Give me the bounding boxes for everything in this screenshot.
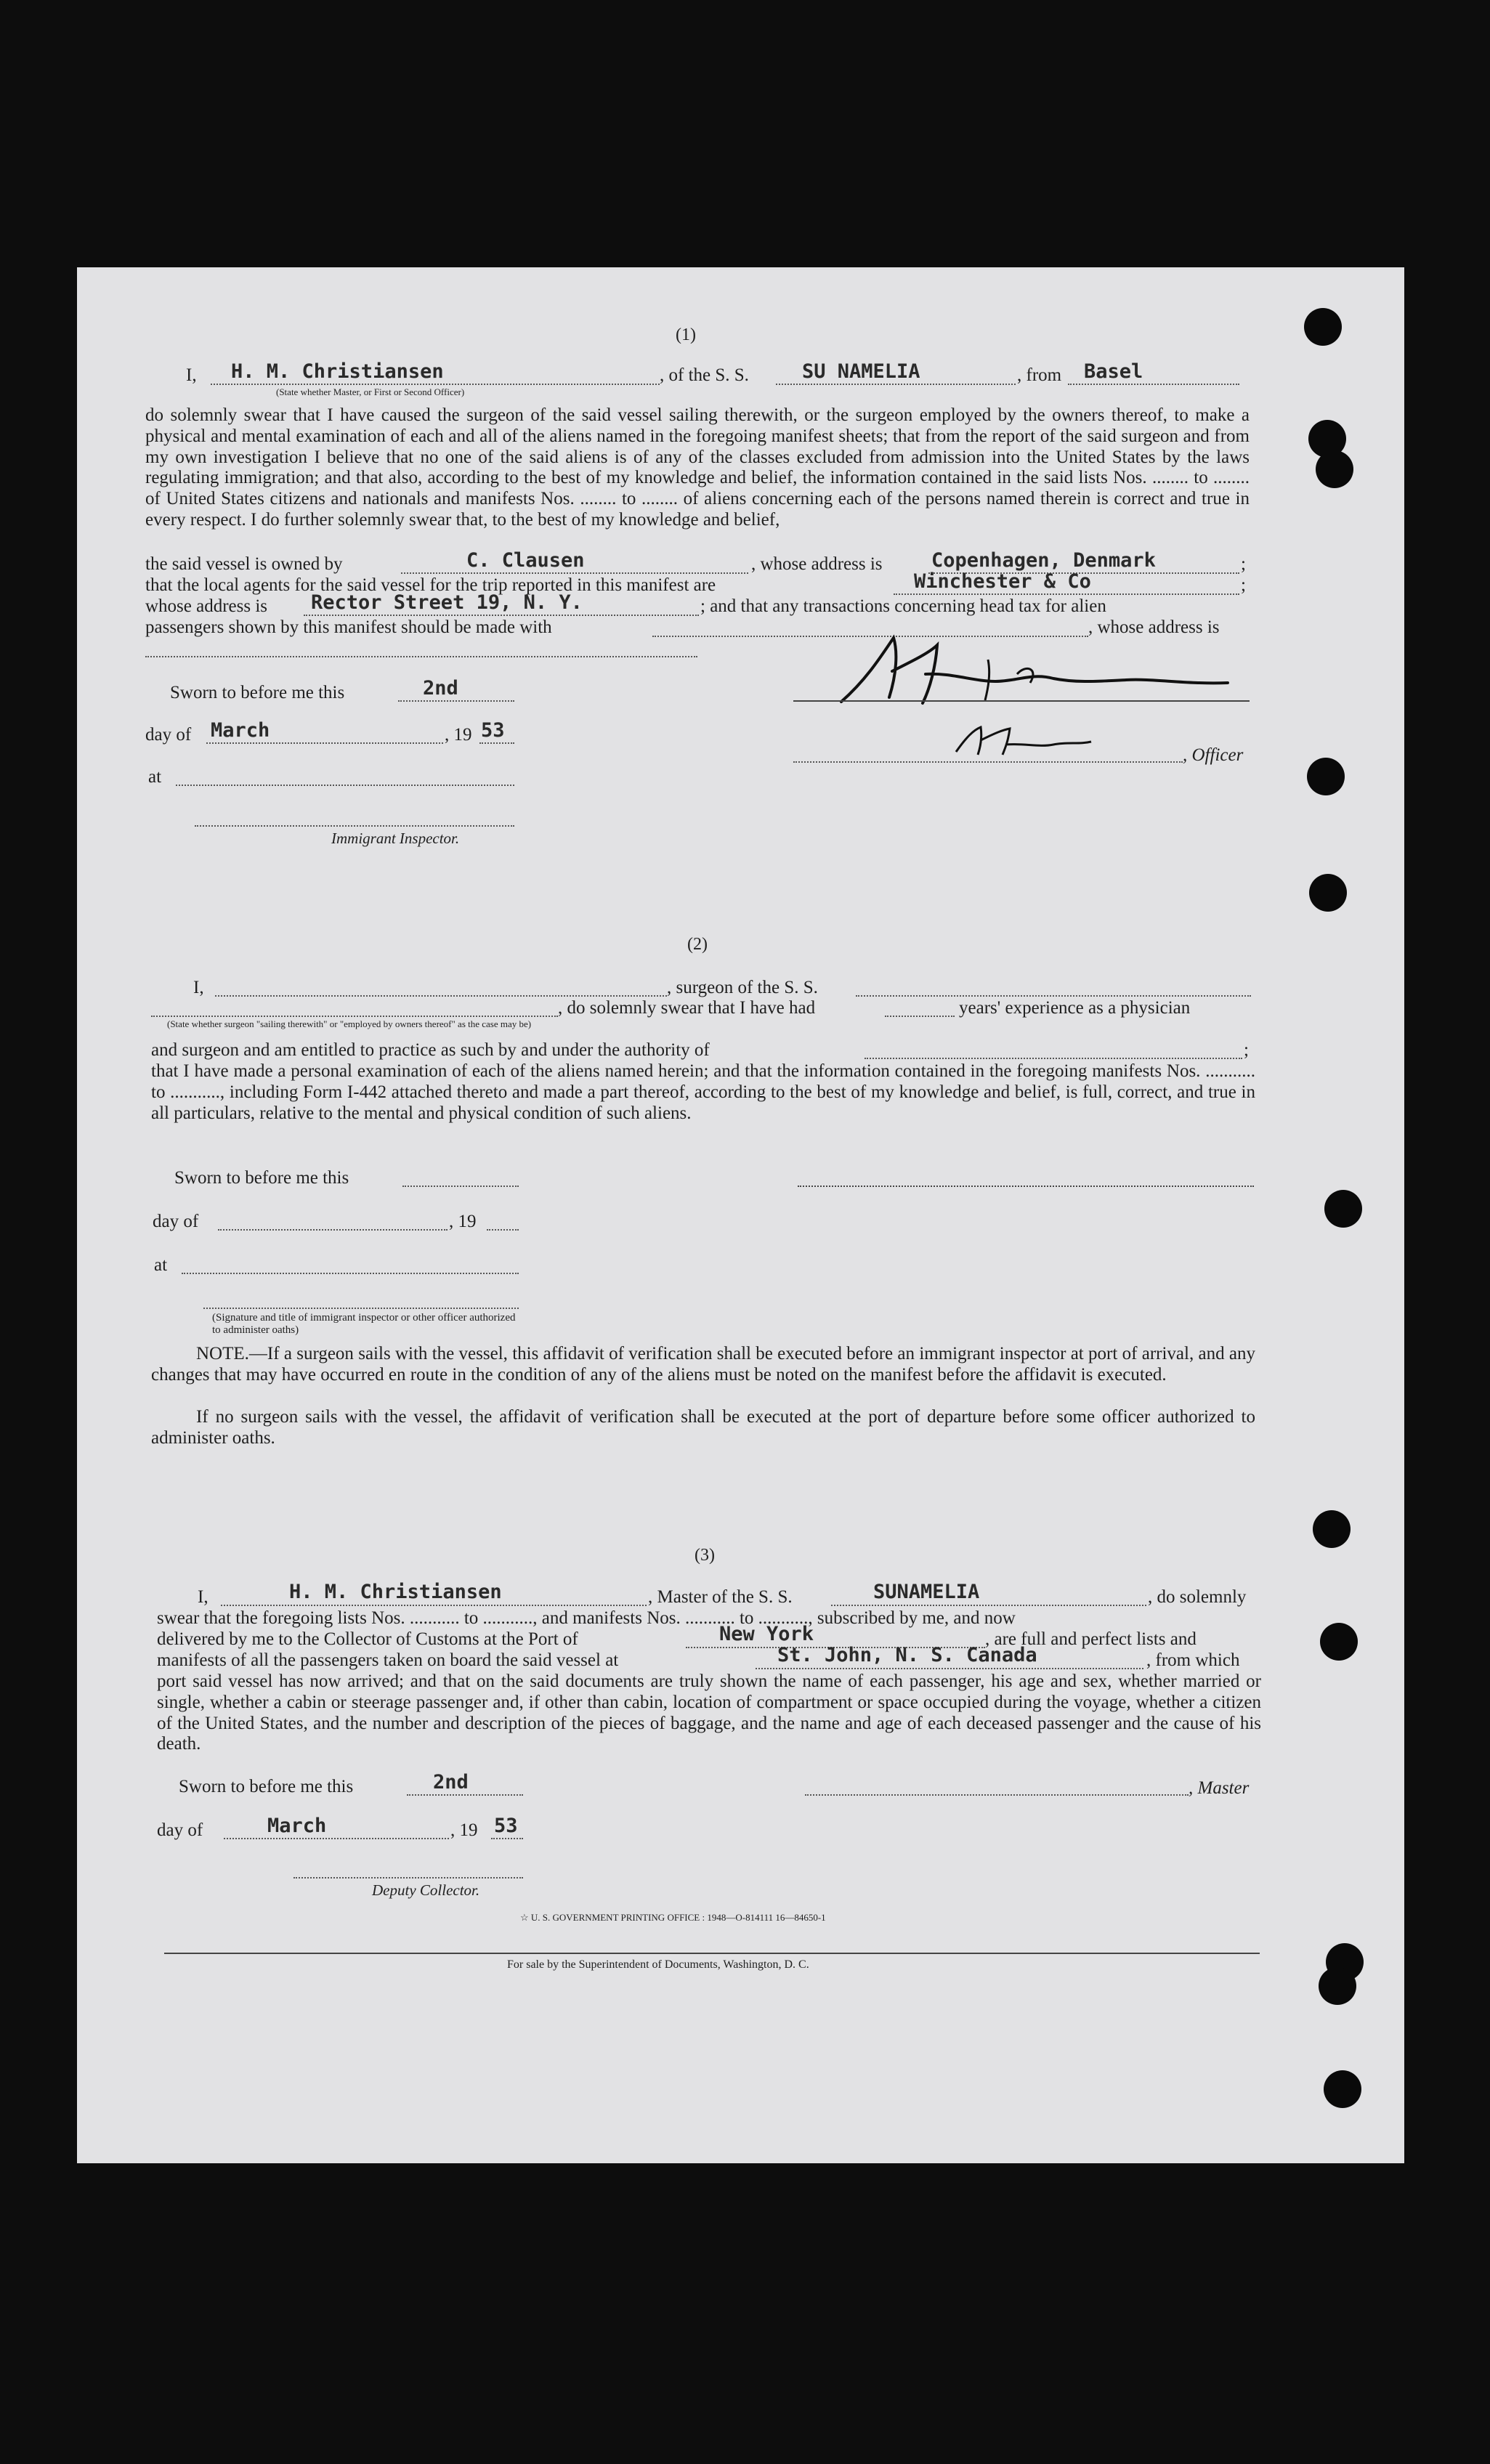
- s3-lists: swear that the foregoing lists Nos. ........... to ..........., and manifests Nos. ........... to ..........., subscribed by me, and now: [157, 1608, 1016, 1628]
- semicolon: ;: [1241, 575, 1246, 595]
- punch-hole: [1324, 1190, 1362, 1228]
- s2-i: I,: [193, 978, 204, 997]
- semicolon: ;: [1244, 1040, 1249, 1060]
- punch-hole: [1320, 1623, 1358, 1661]
- s1-master-name: H. M. Christiansen: [231, 360, 444, 383]
- s3-day-of: day of: [157, 1820, 203, 1840]
- section-2-number: (2): [687, 935, 708, 954]
- fill-line: [831, 1605, 1146, 1606]
- s3-from-which: , from which: [1146, 1650, 1240, 1670]
- section-3-number: (3): [695, 1546, 715, 1565]
- officer-title-handwriting: [952, 723, 1097, 759]
- s1-i: I,: [186, 365, 197, 385]
- fill-line: [407, 1794, 523, 1796]
- fill-line: [293, 1877, 523, 1879]
- s1-of-ss: , of the S. S.: [660, 365, 749, 385]
- fill-line: [402, 1186, 519, 1187]
- s1-paragraph: do solemnly swear that I have caused the surgeon of the said vessel sailing therewith, or the surgeon employed by the owners thereof, to make a physical and mental examination of each and all of the aliens named in the foregoing manifest sheets; that from the report of the said surgeon and from my own investigation I believe that no one of the said aliens is of any of the classes excluded from admission into the United States by the laws regulating immigration; and that also, according to the best of my knowledge and belief, the information contained in the said lists Nos. ........ to ........ of United States citizens and nationals and manifests Nos. ........ to ........ of aliens concerning each of the persons named therein is correct and true in every respect. I do further solemnly swear that, to the best of my knowledge and belief,: [145, 405, 1250, 530]
- s3-month: March: [267, 1815, 327, 1837]
- signature-line: [793, 700, 1250, 702]
- s1-owner: C. Clausen: [466, 549, 585, 572]
- s3-master: , Master: [1189, 1778, 1250, 1798]
- s1-whose-address: , whose address is: [751, 554, 883, 574]
- s2-authority: and surgeon and am entitled to practice as such by and under the authority of: [151, 1040, 710, 1060]
- master-signature: [835, 631, 1242, 710]
- fill-line: [215, 995, 667, 997]
- s3-full: , are full and perfect lists and: [985, 1629, 1197, 1649]
- punch-hole: [1316, 450, 1353, 488]
- fill-line: [856, 995, 1251, 997]
- s1-month: March: [211, 719, 270, 742]
- fill-line: [793, 761, 1183, 763]
- s1-passengers-text: passengers shown by this manifest should be made with: [145, 617, 552, 637]
- s3-deputy-collector: Deputy Collector.: [372, 1881, 480, 1899]
- s2-years: years' experience as a physician: [959, 998, 1191, 1018]
- punch-hole: [1307, 758, 1345, 795]
- s1-year: 53: [481, 719, 505, 742]
- fill-line: [756, 1668, 1143, 1669]
- s3-for-sale: For sale by the Superintendent of Documents, Washington, D. C.: [507, 1958, 809, 1971]
- fill-line: [195, 825, 514, 827]
- s3-year-prefix: , 19: [450, 1820, 478, 1840]
- fill-line: [805, 1794, 1189, 1796]
- s1-year-prefix: , 19: [445, 725, 472, 745]
- fill-line: [487, 1229, 519, 1231]
- fill-line: [304, 615, 699, 616]
- s3-gpo-imprint: ☆ U. S. GOVERNMENT PRINTING OFFICE : 1948—O-814111 16—84650-1: [520, 1912, 826, 1923]
- fill-line: [398, 700, 514, 702]
- signature-line: [798, 1186, 1254, 1187]
- s3-solemnly: , do solemnly: [1148, 1587, 1247, 1607]
- section-1-number: (1): [676, 325, 696, 344]
- s1-head-tax: ; and that any transactions concerning head tax for alien: [700, 596, 1106, 616]
- s1-at: at: [148, 767, 162, 787]
- fill-line: [491, 1838, 523, 1839]
- s3-master-name: H. M. Christiansen: [289, 1581, 502, 1603]
- s1-owned-by: the said vessel is owned by: [145, 554, 343, 574]
- fill-line: [224, 1838, 449, 1839]
- s3-sworn-day: 2nd: [433, 1771, 469, 1794]
- s2-sworn: Sworn to before me this: [174, 1168, 349, 1188]
- s3-delivered: delivered by me to the Collector of Customs at the Port of: [157, 1629, 578, 1649]
- s1-vessel: SU NAMELIA: [802, 360, 920, 383]
- s1-sworn-day: 2nd: [423, 677, 458, 700]
- s2-sig-note: (Signature and title of immigrant inspector or other officer authorized to administer oaths): [212, 1312, 516, 1336]
- fill-line: [221, 1605, 647, 1606]
- footer-rule: [164, 1953, 1260, 1954]
- s2-state-note: (State whether surgeon "sailing therewith" or "employed by owners thereof" as the case may be): [167, 1018, 532, 1029]
- punch-hole: [1304, 308, 1342, 346]
- s3-paragraph: port said vessel has now arrived; and that on the said documents are truly shown the name of each passenger, his age and sex, whether married or single, whether a cabin or steerage passenger and, if other than cabin, location of compartment or space occupied during the voyage, whether a citizen of the United States, and the number and description of the pieces of baggage, and the name and age of each deceased passenger and the cause of his death.: [157, 1671, 1261, 1754]
- s1-inspector-title: Immigrant Inspector.: [331, 830, 460, 847]
- fill-line: [479, 742, 514, 744]
- s1-sworn: Sworn to before me this: [170, 683, 345, 702]
- fill-line: [203, 1308, 519, 1309]
- fill-line: [776, 384, 1016, 385]
- s1-officer: , Officer: [1183, 745, 1244, 765]
- s1-whose-address-2: whose address is: [145, 596, 268, 616]
- s1-agents-text: that the local agents for the said vessel for the trip reported in this manifest are: [145, 575, 716, 595]
- s3-year: 53: [494, 1815, 518, 1837]
- s1-from-label: , from: [1017, 365, 1062, 385]
- s2-swear: , do solemnly swear that I have had: [558, 998, 816, 1018]
- s2-note-1: NOTE.—If a surgeon sails with the vessel, this affidavit of verification shall be executed before an immigrant inspector at port of arrival, and any changes that may have occurred en route in the condition of any of the aliens must be noted on the manifest before the affidavit is executed.: [151, 1344, 1255, 1385]
- fill-line: [151, 1016, 558, 1017]
- s3-port: New York: [719, 1623, 814, 1645]
- s3-i: I,: [198, 1587, 208, 1607]
- s1-from-port: Basel: [1084, 360, 1143, 383]
- punch-hole: [1313, 1510, 1351, 1548]
- fill-line: [211, 384, 660, 385]
- s2-day-of: day of: [153, 1212, 199, 1231]
- fill-line: [206, 742, 443, 744]
- s2-year-prefix: , 19: [449, 1212, 477, 1231]
- s3-manifests: manifests of all the passengers taken on board the said vessel at: [157, 1650, 619, 1670]
- s1-state-note: (State whether Master, or First or Second Officer): [276, 386, 465, 397]
- s1-owner-address: Copenhagen, Denmark: [931, 549, 1156, 572]
- s1-agents-address: Rector Street 19, N. Y.: [311, 591, 583, 614]
- fill-line: [894, 593, 1239, 595]
- s2-note-2: If no surgeon sails with the vessel, the affidavit of verification shall be executed at the port of departure before some officer authorized to administer oaths.: [151, 1407, 1255, 1448]
- semicolon: ;: [1241, 554, 1246, 574]
- manifest-page: [77, 267, 1404, 2163]
- s3-origin: St. John, N. S. Canada: [777, 1644, 1037, 1666]
- punch-hole: [1309, 874, 1347, 912]
- punch-hole: [1319, 1967, 1356, 2005]
- fill-line: [176, 785, 514, 786]
- fill-line: [865, 1058, 1242, 1059]
- fill-line: [1068, 384, 1239, 385]
- s3-master-of: , Master of the S. S.: [648, 1587, 793, 1607]
- s3-vessel: SUNAMELIA: [873, 1581, 980, 1603]
- fill-line: [401, 572, 748, 574]
- fill-line: [885, 1016, 955, 1017]
- fill-line: [182, 1273, 519, 1274]
- s1-day-of: day of: [145, 725, 192, 745]
- fill-line: [218, 1229, 448, 1231]
- s2-surgeon-of: , surgeon of the S. S.: [667, 978, 818, 997]
- punch-hole: [1324, 2070, 1361, 2108]
- s2-paragraph: that I have made a personal examination of each of the aliens named herein; and that the information contained in the foregoing manifests Nos. ........... to ..........., including Form I-442 attached thereto and made a part thereof, according to the best of my knowledge and belief, is full, correct, and true in all particulars, relative to the mental and physical condition of such aliens.: [151, 1061, 1255, 1123]
- s1-whose-address-3: , whose address is: [1088, 617, 1220, 637]
- fill-line: [145, 656, 697, 657]
- s3-sworn: Sworn to before me this: [179, 1777, 354, 1796]
- s1-agents: Winchester & Co: [914, 570, 1091, 593]
- s2-at: at: [154, 1255, 168, 1275]
